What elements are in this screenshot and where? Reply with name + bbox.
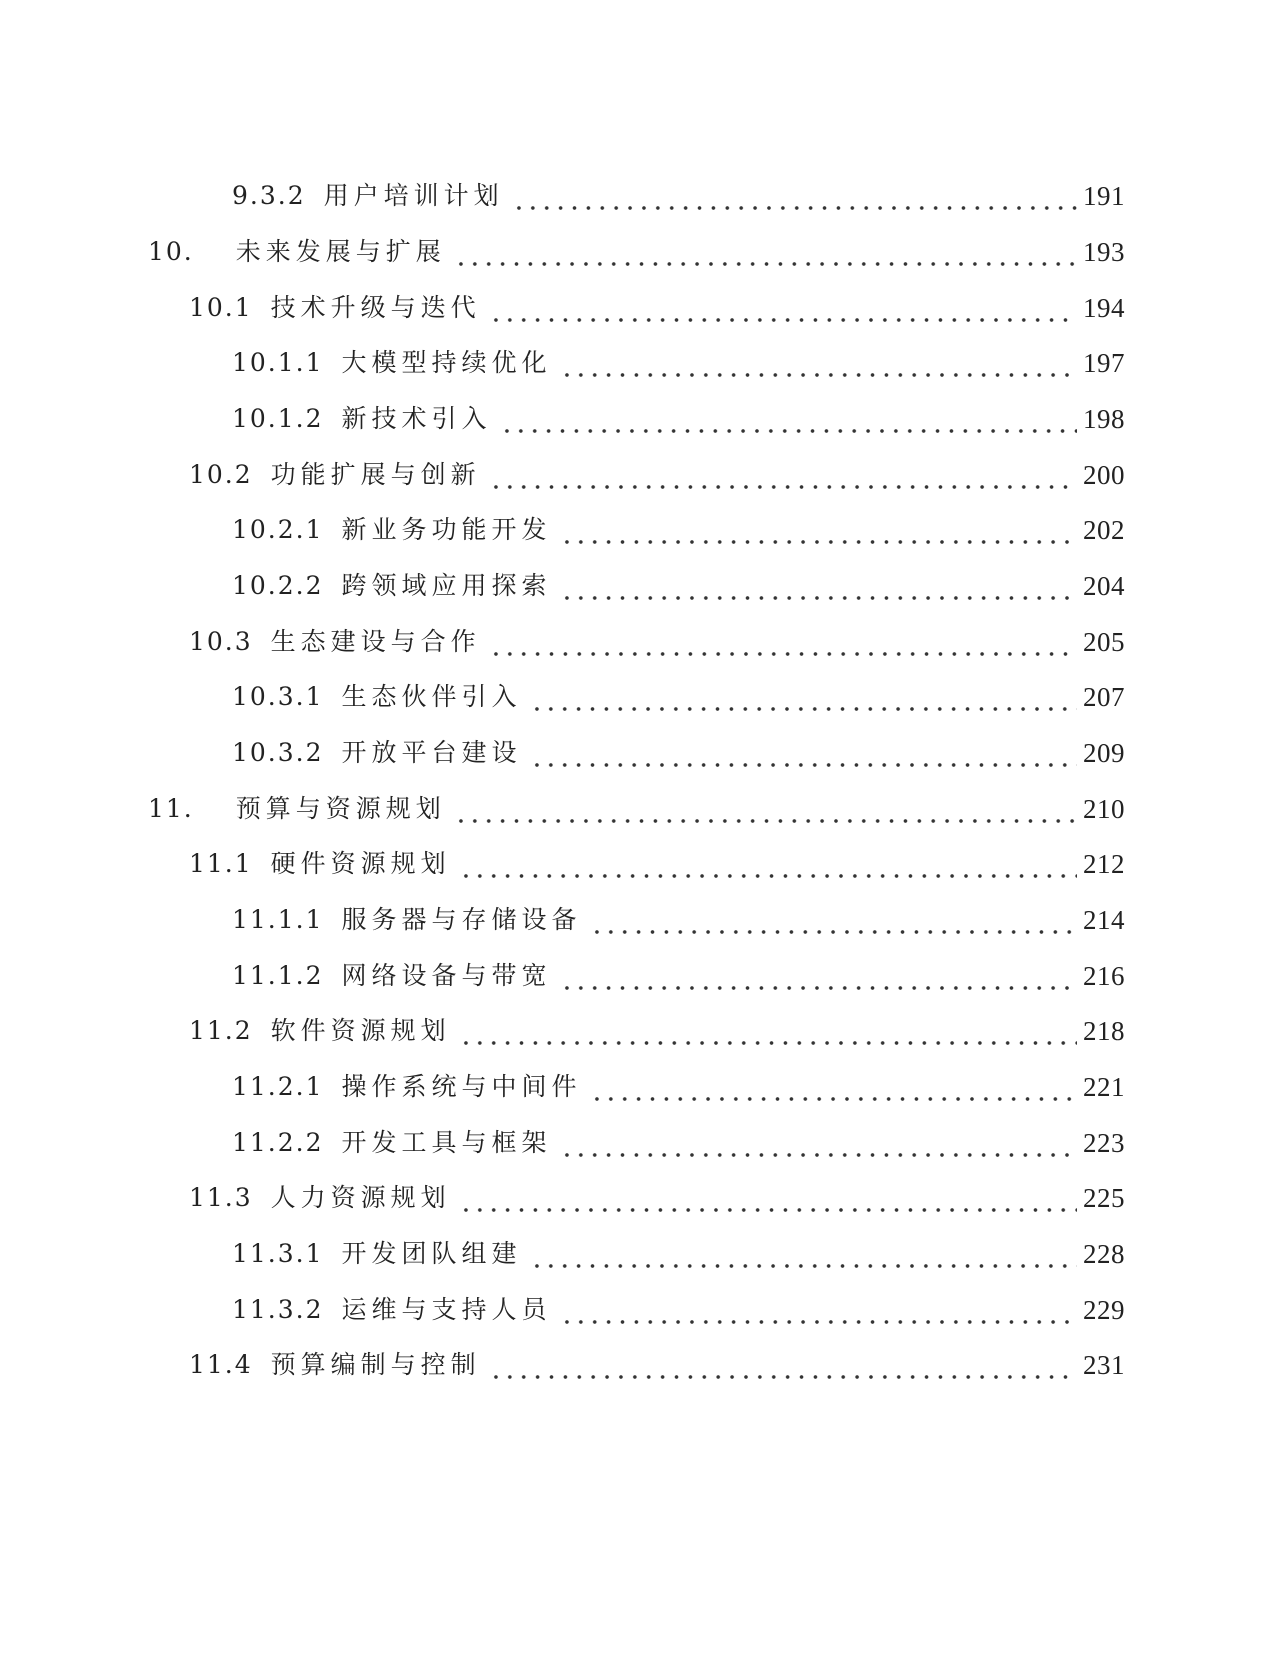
- toc-entry-title: 硬件资源规划: [270, 849, 451, 878]
- toc-entry-number: 11.1.2: [232, 961, 324, 990]
- toc-entry-page: 194: [1083, 293, 1125, 323]
- toc-entry-title: 技术升级与迭代: [270, 293, 481, 322]
- toc-entry-number: 11.1.1: [232, 905, 324, 934]
- toc-entry-title: 用户培训计划: [323, 181, 504, 210]
- toc-entry-title: 功能扩展与创新: [270, 460, 481, 489]
- toc-entry-page: 225: [1083, 1183, 1125, 1213]
- dot-leader: [500, 399, 1077, 439]
- toc-entry-page: 221: [1083, 1072, 1125, 1102]
- dot-leader: [489, 288, 1077, 328]
- toc-entry[interactable]: [232, 1234, 1125, 1274]
- toc-entry[interactable]: [232, 900, 1125, 940]
- toc-entry-page: 197: [1083, 348, 1125, 378]
- toc-entry-number: 10.1.1: [232, 348, 324, 377]
- toc-entry[interactable]: [232, 566, 1125, 606]
- dot-leader: [454, 789, 1077, 829]
- dot-leader: [560, 1123, 1077, 1163]
- toc-entry-number: 11.3.1: [232, 1239, 324, 1268]
- toc-entry-number: 10.2: [189, 460, 253, 489]
- dot-leader: [454, 232, 1077, 272]
- toc-entry[interactable]: [189, 1345, 1125, 1385]
- toc-entry-title: 服务器与存储设备: [341, 905, 582, 934]
- toc-entry-title: 网络设备与带宽: [341, 961, 552, 990]
- toc-entry-page: 231: [1083, 1350, 1125, 1380]
- toc-entry[interactable]: [232, 956, 1125, 996]
- toc-entry-page: 205: [1083, 627, 1125, 657]
- toc-entry-number: 10.2.1: [232, 515, 324, 544]
- toc-entry-number: 11.4: [189, 1350, 253, 1379]
- toc-entry-page: 218: [1083, 1016, 1125, 1046]
- toc-entry-page: 209: [1083, 738, 1125, 768]
- toc-entry-title: 开放平台建设: [341, 738, 522, 767]
- toc-entry-title: 预算与资源规划: [235, 794, 446, 823]
- toc-entry-title: 生态伙伴引入: [341, 682, 522, 711]
- dot-leader: [459, 1011, 1077, 1051]
- toc-entry-page: 229: [1083, 1295, 1125, 1325]
- toc-entry-page: 212: [1083, 849, 1125, 879]
- dot-leader: [459, 1178, 1077, 1218]
- toc-entry-page: 223: [1083, 1128, 1125, 1158]
- toc-entry-number: 11.2.1: [232, 1072, 324, 1101]
- toc-entry[interactable]: [189, 622, 1125, 662]
- toc-entry[interactable]: [189, 288, 1125, 328]
- dot-leader: [530, 733, 1077, 773]
- dot-leader: [590, 900, 1077, 940]
- toc-entry-number: 11.3: [189, 1183, 253, 1212]
- toc-entry-page: 214: [1083, 905, 1125, 935]
- toc-entry[interactable]: [232, 733, 1125, 773]
- toc-entry-page: 193: [1083, 237, 1125, 267]
- dot-leader: [489, 1345, 1077, 1385]
- toc-entry-title: 未来发展与扩展: [235, 237, 446, 266]
- toc-entry[interactable]: [232, 1290, 1125, 1330]
- toc-entry-title: 开发工具与框架: [341, 1128, 552, 1157]
- toc-entry[interactable]: [148, 232, 1125, 272]
- toc-entry-title: 预算编制与控制: [270, 1350, 481, 1379]
- toc-entry-number: 10.1: [189, 293, 253, 322]
- toc-entry-page: 202: [1083, 515, 1125, 545]
- dot-leader: [560, 510, 1077, 550]
- toc-entry-number: 11.: [148, 794, 194, 823]
- toc-entry[interactable]: [189, 455, 1125, 495]
- toc-entry-number: 11.2.2: [232, 1128, 324, 1157]
- dot-leader: [530, 677, 1077, 717]
- dot-leader: [489, 455, 1077, 495]
- toc-entry-page: 228: [1083, 1239, 1125, 1269]
- dot-leader: [560, 566, 1077, 606]
- dot-leader: [459, 844, 1077, 884]
- toc-entry-number: 10.3: [189, 627, 253, 656]
- toc-entry-page: 216: [1083, 961, 1125, 991]
- toc-entry[interactable]: [148, 789, 1125, 829]
- toc-entry-title: 新技术引入: [341, 404, 492, 433]
- toc-entry-title: 跨领域应用探索: [341, 571, 552, 600]
- toc-entry-number: 10.3.2: [232, 738, 324, 767]
- toc-entry-number: 11.1: [189, 849, 253, 878]
- dot-leader: [560, 343, 1077, 383]
- toc-entry-title: 生态建设与合作: [270, 627, 481, 656]
- toc-entry-number: 9.3.2: [232, 181, 306, 210]
- toc-entry-title: 软件资源规划: [270, 1016, 451, 1045]
- toc-entry-page: 204: [1083, 571, 1125, 601]
- toc-entry[interactable]: [232, 399, 1125, 439]
- dot-leader: [489, 622, 1077, 662]
- toc-entry-title: 开发团队组建: [341, 1239, 522, 1268]
- toc-entry-number: 10.2.2: [232, 571, 324, 600]
- toc-entry[interactable]: [189, 844, 1125, 884]
- toc-entry-title: 新业务功能开发: [341, 515, 552, 544]
- toc-entry-page: 210: [1083, 794, 1125, 824]
- toc-entry-title: 人力资源规划: [270, 1183, 451, 1212]
- dot-leader: [560, 1290, 1077, 1330]
- dot-leader: [512, 176, 1077, 216]
- toc-entry[interactable]: [232, 176, 1125, 216]
- dot-leader: [560, 956, 1077, 996]
- dot-leader: [530, 1234, 1077, 1274]
- toc-entry-title: 操作系统与中间件: [341, 1072, 582, 1101]
- toc-entry[interactable]: [232, 1067, 1125, 1107]
- toc-entry[interactable]: [232, 677, 1125, 717]
- toc-entry-page: 191: [1083, 181, 1125, 211]
- toc-entry-title: 大模型持续优化: [341, 348, 552, 377]
- toc-entry-number: 11.3.2: [232, 1295, 324, 1324]
- dot-leader: [590, 1067, 1077, 1107]
- toc-entry-number: 10.3.1: [232, 682, 324, 711]
- toc-entry-number: 10.: [148, 237, 194, 266]
- toc-entry-number: 10.1.2: [232, 404, 324, 433]
- toc-entry[interactable]: [232, 510, 1125, 550]
- toc-entry[interactable]: [232, 343, 1125, 383]
- toc-entry[interactable]: [189, 1011, 1125, 1051]
- toc-entry-number: 11.2: [189, 1016, 253, 1045]
- toc-entry-page: 200: [1083, 460, 1125, 490]
- toc-entry-title: 运维与支持人员: [341, 1295, 552, 1324]
- toc-entry-page: 198: [1083, 404, 1125, 434]
- toc-entry[interactable]: [189, 1178, 1125, 1218]
- toc-entry[interactable]: [232, 1123, 1125, 1163]
- toc-entry-page: 207: [1083, 682, 1125, 712]
